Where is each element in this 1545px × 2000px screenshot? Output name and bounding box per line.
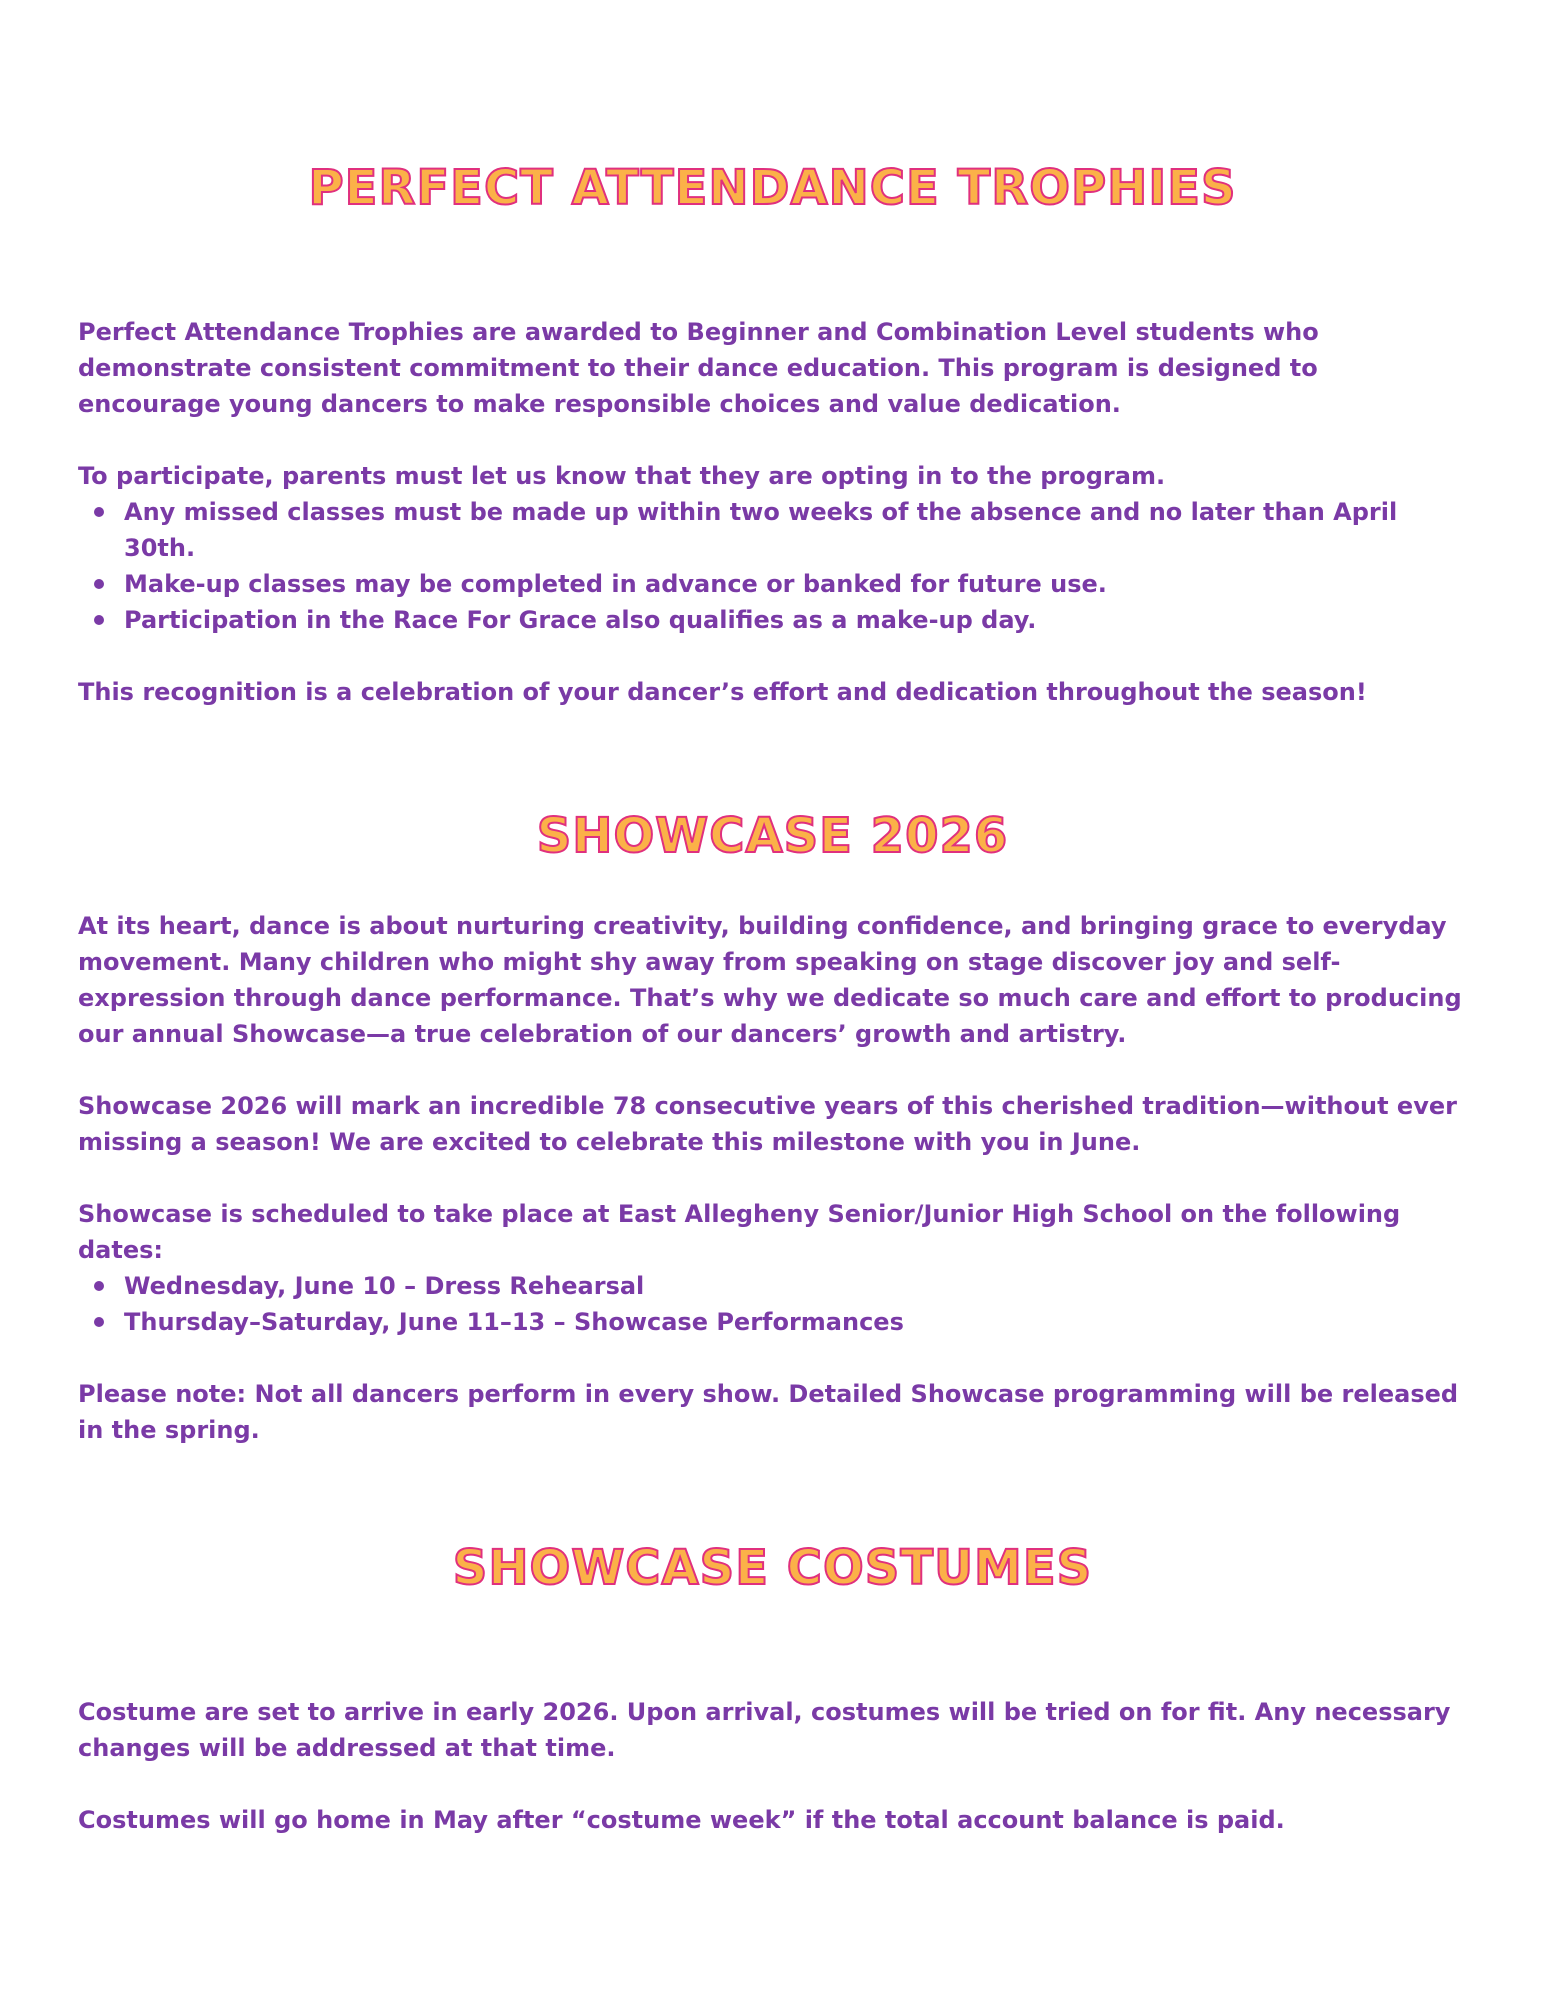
- perfect-attendance-closing: This recognition is a celebration of your dancer’s effort and dedication throughout the season!: [78, 678, 1367, 706]
- showcase-intro: At its heart, dance is about nurturing creativity, building confidence, and bringing grace to everyday movement. Many children who might shy away from speaking on stage discover joy and self-expression through dance performance. That’s why we dedicate so much care and effort to producing our annual Showcase—a true celebration of our dancers’ growth and artistry.: [78, 912, 1462, 1048]
- showcase-note: Please note: Not all dancers perform in every show. Detailed Showcase programming will be released in the spring.: [78, 1380, 1459, 1444]
- list-item: Any missed classes must be made up within two weeks of the absence and no later than April 30th.: [124, 494, 1467, 566]
- list-item: Make-up classes may be completed in advance or banked for future use.: [124, 566, 1467, 602]
- showcase-milestone: Showcase 2026 will mark an incredible 78 consecutive years of this cherished tradition—without ever missing a season! We are excited to celebrate this milestone with you in June.: [78, 1092, 1457, 1156]
- showcase-dates-list: [78, 1268, 1467, 1340]
- perfect-attendance-section: [78, 314, 1467, 710]
- showcase-costumes-heading: SHOWCASE COSTUMES: [452, 1540, 1093, 1596]
- perfect-attendance-participate: To participate, parents must let us know that they are opting in to the program.: [78, 462, 1166, 490]
- perfect-attendance-rules-list: [78, 494, 1467, 638]
- perfect-attendance-heading: PERFECT ATTENDANCE TROPHIES: [308, 160, 1237, 216]
- showcase-2026-section: [78, 908, 1467, 1448]
- showcase-schedule: Showcase is scheduled to take place at East Allegheny Senior/Junior High School on the following dates:: [78, 1200, 1401, 1264]
- costumes-arrival: Costume are set to arrive in early 2026. Upon arrival, costumes will be tried on for fit. Any necessary changes will be addressed at that time.: [78, 1698, 1451, 1762]
- showcase-2026-heading: SHOWCASE 2026: [536, 808, 1009, 864]
- perfect-attendance-intro: Perfect Attendance Trophies are awarded to Beginner and Combination Level students who demonstrate consistent commitment to their dance education. This program is designed to encourage young dancers to make responsible choices and value dedication.: [78, 318, 1319, 418]
- list-item: Participation in the Race For Grace also qualifies as a make-up day.: [124, 602, 1467, 638]
- costumes-home: Costumes will go home in May after “costume week” if the total account balance is paid.: [78, 1806, 1285, 1834]
- list-item: Thursday–Saturday, June 11–13 – Showcase Performances: [124, 1304, 1467, 1340]
- list-item: Wednesday, June 10 – Dress Rehearsal: [124, 1268, 1467, 1304]
- showcase-costumes-section: [78, 1694, 1467, 1838]
